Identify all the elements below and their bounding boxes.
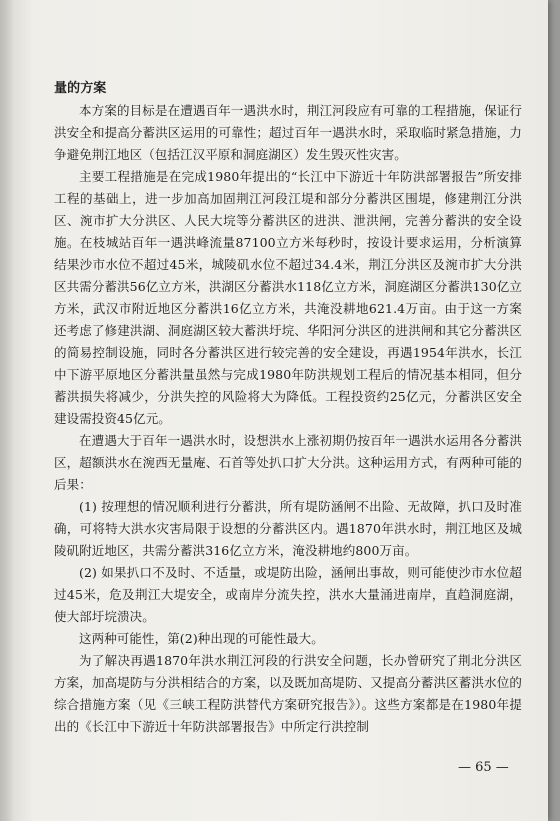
text-body — [54, 78, 522, 738]
paragraph-1870-flood: 为了解决再遇1870年洪水荆江河段的行洪安全问题，长办曾研究了荆北分洪区方案，加高堤防与分洪相结合的方案，以及既加高堤防、又提高分蓄洪区蓄洪水位的综合措施方案（见《三峡工程防洪替代方案研究报告》）。这些方案都是在1980年提出的《长江中下游近十年防洪部署报告》中所定行洪控制 — [54, 653, 522, 734]
paragraph-outcome-2: (2) 如果扒口不及时、不适量，或堤防出险，涵闸出事故，则可能使沙市水位超过45米，危及荆江大堤安全，或南岸分流失控，洪水大量涌进南岸，直趋洞庭湖，使大部圩垸溃决。 — [54, 565, 522, 624]
paragraph-likelihood: 这两种可能性，第(2)种出现的可能性最大。 — [79, 631, 324, 646]
paragraph-goal: 本方案的目标是在遭遇百年一遇洪水时，荆江河段应有可靠的工程措施，保证行洪安全和提高分蓄洪区运用的可靠性；超过百年一遇洪水时，采取临时紧急措施，力争避免荆江地区（包括江汉平原和洞庭湖区）发生毁灭性灾害。 — [54, 103, 522, 162]
paragraph-main-measures: 主要工程措施是在完成1980年提出的“长江中下游近十年防洪部署报告”所安排工程的基础上，进一步加高加固荆江河段江堤和部分分蓄洪区围堤，修建荆江分洪区、涴市扩大分洪区、人民大垸等分蓄洪区的进洪、泄洪闸，完善分蓄洪的安全设施。在枝城站百年一遇洪峰流量87100立方米每秒时，按设计要求运用，分析演算结果沙市水位不超过45米，城陵矶水位不超过34.4米，荆江分洪区及涴市扩大分洪区共需分蓄洪56亿立方米，洪湖区分蓄洪水118亿立方米，洞庭湖区分蓄洪130亿立方米，武汉市附近地区分蓄洪16亿立方米，共淹没耕地621.4万亩。由于这一方案还考虑了修建洪湖、洞庭湖区较大蓄洪圩垸、华阳河分洪区的进洪闸和其它分蓄洪区的简易控制设施，同时各分蓄洪区进行较完善的安全建设，再遇1954年洪水，长江中下游平原地区分蓄洪量虽然与完成1980年防洪规划工程后的情况基本相同，但分蓄洪损失将减少，分洪失控的风险将大为降低。工程投资约25亿元，分蓄洪区安全建设需投资45亿元。 — [54, 169, 522, 426]
page-number: — 65 — — [458, 760, 509, 775]
section-heading: 量的方案 — [54, 81, 107, 96]
paragraph-outcome-1: (1) 按理想的情况顺利进行分蓄洪，所有堤防涵闸不出险、无故障，扒口及时准确，可将特大洪水灾害局限于设想的分蓄洪区内。遇1870年洪水时，荆江地区及城陵矶附近地区，共需分蓄洪316亿立方米，淹没耕地约800万亩。 — [54, 499, 522, 558]
page-spine-shadow — [0, 0, 14, 821]
paragraph-extreme-flood: 在遭遇大于百年一遇洪水时，设想洪水上涨初期仍按百年一遇洪水运用各分蓄洪区，超额洪水在涴西无量庵、石首等处扒口扩大分洪。这种运用方式，有两种可能的后果： — [54, 433, 522, 492]
